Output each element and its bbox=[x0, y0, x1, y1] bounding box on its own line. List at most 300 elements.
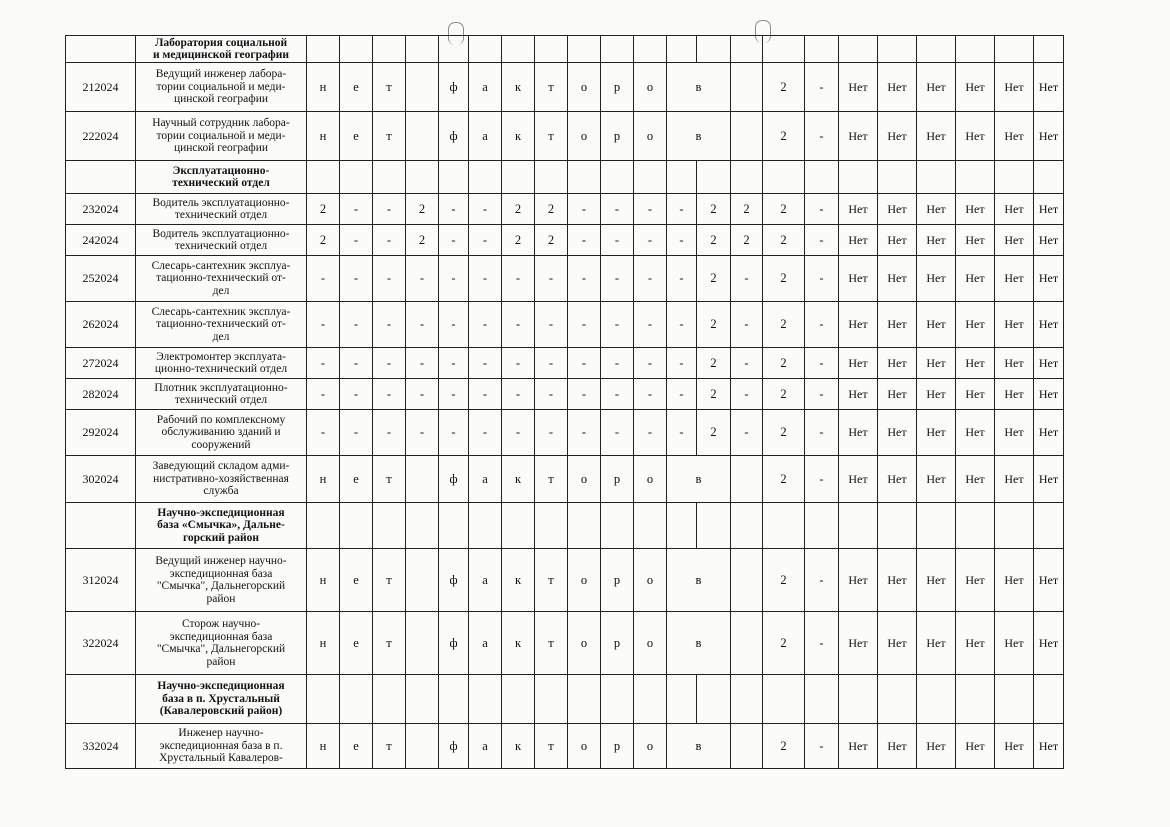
value-cell: Нет bbox=[917, 549, 956, 612]
value-cell: - bbox=[568, 256, 601, 302]
empty-cell bbox=[535, 675, 568, 724]
value-cell: Нет bbox=[917, 410, 956, 456]
value-cell: 2 bbox=[697, 256, 731, 302]
value-cell: Нет bbox=[995, 379, 1034, 410]
value-cell: 2 bbox=[697, 379, 731, 410]
value-cell: Нет bbox=[878, 348, 917, 379]
value-cell: р bbox=[601, 549, 634, 612]
value-cell: о bbox=[634, 456, 667, 503]
value-cell: - bbox=[439, 256, 469, 302]
value-cell: т bbox=[535, 724, 568, 769]
empty-cell bbox=[956, 675, 995, 724]
value-cell: - bbox=[805, 410, 839, 456]
section-row bbox=[66, 36, 1064, 63]
value-cell: - bbox=[307, 410, 340, 456]
value-cell: - bbox=[805, 549, 839, 612]
value-cell: - bbox=[340, 410, 373, 456]
empty-cell bbox=[601, 675, 634, 724]
table-row bbox=[66, 549, 1064, 612]
empty-cell bbox=[917, 36, 956, 63]
empty-cell bbox=[307, 675, 340, 724]
value-cell: т bbox=[373, 549, 406, 612]
value-cell: Нет bbox=[956, 256, 995, 302]
empty-cell bbox=[763, 36, 805, 63]
value-cell: р bbox=[601, 112, 634, 161]
value-cell: Нет bbox=[839, 225, 878, 256]
value-cell: Нет bbox=[839, 63, 878, 112]
empty-cell bbox=[839, 161, 878, 194]
value-cell: - bbox=[307, 348, 340, 379]
position-name-cell: Слесарь-сантехник эксплуа- тационно-технический от- дел bbox=[136, 302, 307, 348]
empty-cell bbox=[697, 161, 731, 194]
value-cell bbox=[406, 549, 439, 612]
empty-cell bbox=[1034, 36, 1064, 63]
value-cell: - bbox=[373, 410, 406, 456]
value-cell: 2 bbox=[406, 225, 439, 256]
empty-cell bbox=[307, 161, 340, 194]
position-name-cell: Плотник эксплуатационно- технический отдел bbox=[136, 379, 307, 410]
value-cell: к bbox=[502, 724, 535, 769]
empty-cell bbox=[535, 161, 568, 194]
value-cell: - bbox=[667, 348, 697, 379]
value-cell: - bbox=[535, 379, 568, 410]
row-code-cell bbox=[66, 161, 136, 194]
value-cell: т bbox=[373, 456, 406, 503]
empty-cell bbox=[956, 161, 995, 194]
value-cell: Нет bbox=[1034, 724, 1064, 769]
value-cell: - bbox=[340, 256, 373, 302]
value-cell: Нет bbox=[995, 612, 1034, 675]
value-cell: - bbox=[439, 348, 469, 379]
position-name-cell: Рабочий по комплексному обслуживанию зданий и сооружений bbox=[136, 410, 307, 456]
empty-cell bbox=[634, 161, 667, 194]
value-cell: Нет bbox=[956, 63, 995, 112]
value-cell: - bbox=[805, 379, 839, 410]
value-cell: - bbox=[502, 379, 535, 410]
value-cell bbox=[406, 112, 439, 161]
value-cell: Нет bbox=[1034, 456, 1064, 503]
value-cell: к bbox=[502, 456, 535, 503]
empty-cell bbox=[995, 503, 1034, 549]
empty-cell bbox=[995, 161, 1034, 194]
value-cell: 2 bbox=[307, 194, 340, 225]
value-cell: 2 bbox=[697, 410, 731, 456]
empty-cell bbox=[373, 503, 406, 549]
value-cell: 2 bbox=[763, 612, 805, 675]
value-cell: - bbox=[667, 225, 697, 256]
empty-cell bbox=[439, 161, 469, 194]
position-name-cell: Слесарь-сантехник эксплуа- тационно-технический от- дел bbox=[136, 256, 307, 302]
empty-cell bbox=[406, 503, 439, 549]
value-cell: н bbox=[307, 112, 340, 161]
empty-cell bbox=[667, 161, 697, 194]
value-cell: о bbox=[568, 724, 601, 769]
value-cell: 2 bbox=[697, 348, 731, 379]
value-cell: - bbox=[373, 302, 406, 348]
table-row bbox=[66, 379, 1064, 410]
value-cell bbox=[731, 63, 763, 112]
value-cell: - bbox=[805, 724, 839, 769]
value-cell: т bbox=[373, 724, 406, 769]
value-cell: - bbox=[731, 348, 763, 379]
value-cell: Нет bbox=[917, 256, 956, 302]
value-cell: а bbox=[469, 724, 502, 769]
table-row bbox=[66, 456, 1064, 503]
value-cell: - bbox=[469, 348, 502, 379]
row-code-cell bbox=[66, 675, 136, 724]
value-cell: Нет bbox=[878, 63, 917, 112]
position-name-cell: Ведущий инженер лабора- тории социальной и меди- цинской географии bbox=[136, 63, 307, 112]
value-cell: 2 bbox=[763, 302, 805, 348]
empty-cell bbox=[763, 161, 805, 194]
value-cell: - bbox=[307, 302, 340, 348]
value-cell: - bbox=[805, 456, 839, 503]
empty-cell bbox=[697, 503, 731, 549]
empty-cell bbox=[956, 36, 995, 63]
value-cell: - bbox=[439, 302, 469, 348]
value-cell: 2 bbox=[535, 194, 568, 225]
value-cell: т bbox=[535, 612, 568, 675]
value-cell: 2 bbox=[763, 225, 805, 256]
empty-cell bbox=[956, 503, 995, 549]
value-cell: - bbox=[568, 379, 601, 410]
value-cell: - bbox=[373, 225, 406, 256]
value-cell: Нет bbox=[917, 348, 956, 379]
value-cell: 2 bbox=[763, 549, 805, 612]
value-cell: Нет bbox=[878, 549, 917, 612]
value-cell: - bbox=[406, 256, 439, 302]
value-cell: о bbox=[568, 112, 601, 161]
value-cell: е bbox=[340, 549, 373, 612]
value-cell: - bbox=[373, 379, 406, 410]
row-code-cell: 222024 bbox=[66, 112, 136, 161]
row-code-cell: 292024 bbox=[66, 410, 136, 456]
value-cell: Нет bbox=[956, 112, 995, 161]
value-cell: - bbox=[469, 410, 502, 456]
table-row bbox=[66, 256, 1064, 302]
value-cell: н bbox=[307, 724, 340, 769]
value-cell: - bbox=[568, 194, 601, 225]
empty-cell bbox=[340, 675, 373, 724]
value-cell: Нет bbox=[995, 724, 1034, 769]
value-cell: - bbox=[502, 302, 535, 348]
empty-cell bbox=[839, 675, 878, 724]
value-cell: к bbox=[502, 612, 535, 675]
empty-cell bbox=[307, 36, 340, 63]
value-cell: - bbox=[568, 225, 601, 256]
value-cell: а bbox=[469, 456, 502, 503]
value-cell: - bbox=[667, 379, 697, 410]
value-cell: ф bbox=[439, 112, 469, 161]
empty-cell bbox=[731, 675, 763, 724]
value-cell: - bbox=[406, 379, 439, 410]
position-name-cell: Ведущий инженер научно- экспедиционная база "Смычка", Дальнегорский район bbox=[136, 549, 307, 612]
value-cell: - bbox=[502, 256, 535, 302]
empty-cell bbox=[307, 503, 340, 549]
empty-cell bbox=[340, 36, 373, 63]
value-cell: в bbox=[667, 724, 731, 769]
value-cell: о bbox=[634, 724, 667, 769]
value-cell: ф bbox=[439, 456, 469, 503]
value-cell: - bbox=[634, 379, 667, 410]
empty-cell bbox=[406, 161, 439, 194]
row-code-cell: 302024 bbox=[66, 456, 136, 503]
value-cell: - bbox=[568, 410, 601, 456]
value-cell: - bbox=[439, 225, 469, 256]
value-cell: Нет bbox=[917, 724, 956, 769]
value-cell: Нет bbox=[1034, 63, 1064, 112]
empty-cell bbox=[373, 36, 406, 63]
value-cell: - bbox=[667, 256, 697, 302]
row-code-cell: 272024 bbox=[66, 348, 136, 379]
value-cell: Нет bbox=[956, 348, 995, 379]
value-cell: 2 bbox=[697, 225, 731, 256]
position-name-cell: Водитель эксплуатационно- технический отдел bbox=[136, 194, 307, 225]
value-cell: - bbox=[667, 194, 697, 225]
value-cell: 2 bbox=[502, 225, 535, 256]
row-code-cell: 232024 bbox=[66, 194, 136, 225]
value-cell: - bbox=[439, 194, 469, 225]
table-row bbox=[66, 724, 1064, 769]
value-cell: а bbox=[469, 63, 502, 112]
value-cell: - bbox=[469, 256, 502, 302]
value-cell: - bbox=[340, 348, 373, 379]
value-cell: Нет bbox=[995, 549, 1034, 612]
value-cell: - bbox=[634, 348, 667, 379]
value-cell: - bbox=[373, 348, 406, 379]
value-cell: 2 bbox=[763, 456, 805, 503]
value-cell bbox=[406, 724, 439, 769]
value-cell: Нет bbox=[995, 348, 1034, 379]
value-cell: - bbox=[731, 256, 763, 302]
value-cell: Нет bbox=[956, 456, 995, 503]
value-cell: Нет bbox=[839, 379, 878, 410]
table-row bbox=[66, 112, 1064, 161]
row-code-cell: 252024 bbox=[66, 256, 136, 302]
value-cell: Нет bbox=[956, 549, 995, 612]
empty-cell bbox=[568, 675, 601, 724]
value-cell: - bbox=[805, 225, 839, 256]
empty-cell bbox=[878, 675, 917, 724]
row-code-cell bbox=[66, 36, 136, 63]
empty-cell bbox=[634, 503, 667, 549]
empty-cell bbox=[917, 503, 956, 549]
value-cell: р bbox=[601, 724, 634, 769]
value-cell: Нет bbox=[878, 256, 917, 302]
value-cell: - bbox=[535, 302, 568, 348]
value-cell: 2 bbox=[731, 194, 763, 225]
empty-cell bbox=[667, 675, 697, 724]
value-cell: в bbox=[667, 612, 731, 675]
value-cell: Нет bbox=[995, 225, 1034, 256]
value-cell: 2 bbox=[307, 225, 340, 256]
value-cell: в bbox=[667, 549, 731, 612]
empty-cell bbox=[731, 503, 763, 549]
value-cell: 2 bbox=[535, 225, 568, 256]
value-cell: Нет bbox=[878, 225, 917, 256]
value-cell: 2 bbox=[763, 724, 805, 769]
value-cell: 2 bbox=[763, 410, 805, 456]
empty-cell bbox=[568, 161, 601, 194]
value-cell: е bbox=[340, 612, 373, 675]
value-cell: Нет bbox=[878, 194, 917, 225]
table-row bbox=[66, 410, 1064, 456]
table-row bbox=[66, 63, 1064, 112]
value-cell: е bbox=[340, 63, 373, 112]
empty-cell bbox=[995, 675, 1034, 724]
value-cell: - bbox=[535, 256, 568, 302]
value-cell: - bbox=[406, 348, 439, 379]
value-cell: к bbox=[502, 549, 535, 612]
value-cell: - bbox=[568, 348, 601, 379]
value-cell bbox=[406, 456, 439, 503]
value-cell: 2 bbox=[763, 379, 805, 410]
value-cell: Нет bbox=[995, 456, 1034, 503]
value-cell: Нет bbox=[956, 724, 995, 769]
value-cell: - bbox=[601, 379, 634, 410]
value-cell: Нет bbox=[1034, 549, 1064, 612]
row-code-cell: 242024 bbox=[66, 225, 136, 256]
row-code-cell: 282024 bbox=[66, 379, 136, 410]
row-code-cell: 262024 bbox=[66, 302, 136, 348]
value-cell: Нет bbox=[878, 302, 917, 348]
value-cell: о bbox=[634, 63, 667, 112]
section-row bbox=[66, 161, 1064, 194]
position-name-cell: Водитель эксплуатационно- технический отдел bbox=[136, 225, 307, 256]
value-cell: Нет bbox=[956, 379, 995, 410]
value-cell: Нет bbox=[878, 456, 917, 503]
value-cell: о bbox=[568, 63, 601, 112]
value-cell: - bbox=[535, 410, 568, 456]
value-cell: - bbox=[373, 194, 406, 225]
value-cell: Нет bbox=[956, 410, 995, 456]
position-name-cell: Инженер научно- экспедиционная база в п. Хрустальный Кавалеров- bbox=[136, 724, 307, 769]
value-cell: о bbox=[634, 549, 667, 612]
value-cell: а bbox=[469, 549, 502, 612]
value-cell: 2 bbox=[763, 112, 805, 161]
value-cell: - bbox=[601, 194, 634, 225]
empty-cell bbox=[839, 36, 878, 63]
empty-cell bbox=[634, 675, 667, 724]
empty-cell bbox=[373, 675, 406, 724]
value-cell: - bbox=[634, 194, 667, 225]
value-cell: Нет bbox=[995, 112, 1034, 161]
value-cell: - bbox=[731, 410, 763, 456]
value-cell: - bbox=[307, 256, 340, 302]
value-cell bbox=[731, 724, 763, 769]
empty-cell bbox=[805, 36, 839, 63]
row-code-cell: 322024 bbox=[66, 612, 136, 675]
value-cell: - bbox=[373, 256, 406, 302]
value-cell: - bbox=[568, 302, 601, 348]
empty-cell bbox=[502, 36, 535, 63]
section-title: Научно-экспедиционная база в п. Хрустальный (Кавалеровский район) bbox=[136, 675, 307, 724]
value-cell: Нет bbox=[839, 194, 878, 225]
value-cell: а bbox=[469, 112, 502, 161]
value-cell: 2 bbox=[763, 256, 805, 302]
value-cell: - bbox=[805, 194, 839, 225]
value-cell: Нет bbox=[839, 348, 878, 379]
empty-cell bbox=[763, 675, 805, 724]
value-cell: Нет bbox=[917, 194, 956, 225]
value-cell: Нет bbox=[1034, 194, 1064, 225]
row-code-cell: 332024 bbox=[66, 724, 136, 769]
position-name-cell: Сторож научно- экспедиционная база "Смычка", Дальнегорский район bbox=[136, 612, 307, 675]
value-cell: Нет bbox=[995, 194, 1034, 225]
value-cell: Нет bbox=[839, 410, 878, 456]
value-cell: р bbox=[601, 456, 634, 503]
position-name-cell: Заведующий складом адми- нистративно-хозяйственная служба bbox=[136, 456, 307, 503]
value-cell: Нет bbox=[1034, 256, 1064, 302]
empty-cell bbox=[805, 675, 839, 724]
empty-cell bbox=[995, 36, 1034, 63]
empty-cell bbox=[917, 675, 956, 724]
value-cell: н bbox=[307, 456, 340, 503]
value-cell: Нет bbox=[1034, 348, 1064, 379]
value-cell: н bbox=[307, 549, 340, 612]
value-cell: Нет bbox=[839, 549, 878, 612]
empty-cell bbox=[763, 503, 805, 549]
table-row bbox=[66, 302, 1064, 348]
value-cell: - bbox=[406, 302, 439, 348]
empty-cell bbox=[340, 161, 373, 194]
empty-cell bbox=[568, 503, 601, 549]
value-cell: Нет bbox=[1034, 225, 1064, 256]
value-cell: о bbox=[634, 112, 667, 161]
section-title: Эксплуатационно- технический отдел bbox=[136, 161, 307, 194]
value-cell: Нет bbox=[878, 724, 917, 769]
empty-cell bbox=[406, 675, 439, 724]
empty-cell bbox=[469, 36, 502, 63]
value-cell: о bbox=[634, 612, 667, 675]
value-cell: - bbox=[805, 612, 839, 675]
value-cell: т bbox=[535, 112, 568, 161]
value-cell: о bbox=[568, 612, 601, 675]
value-cell: Нет bbox=[1034, 302, 1064, 348]
value-cell: Нет bbox=[995, 63, 1034, 112]
value-cell: Нет bbox=[917, 456, 956, 503]
value-cell: 2 bbox=[406, 194, 439, 225]
empty-cell bbox=[502, 503, 535, 549]
value-cell: Нет bbox=[917, 302, 956, 348]
empty-cell bbox=[439, 503, 469, 549]
empty-cell bbox=[697, 675, 731, 724]
value-cell: 2 bbox=[763, 348, 805, 379]
value-cell: - bbox=[731, 379, 763, 410]
empty-cell bbox=[439, 675, 469, 724]
value-cell: Нет bbox=[956, 225, 995, 256]
value-cell: Нет bbox=[839, 302, 878, 348]
value-cell: р bbox=[601, 612, 634, 675]
value-cell: к bbox=[502, 63, 535, 112]
row-code-cell: 312024 bbox=[66, 549, 136, 612]
value-cell: 2 bbox=[731, 225, 763, 256]
empty-cell bbox=[697, 36, 731, 63]
value-cell: н bbox=[307, 612, 340, 675]
value-cell: - bbox=[535, 348, 568, 379]
empty-cell bbox=[502, 161, 535, 194]
empty-cell bbox=[469, 675, 502, 724]
value-cell: - bbox=[805, 302, 839, 348]
value-cell: Нет bbox=[1034, 379, 1064, 410]
value-cell: Нет bbox=[878, 410, 917, 456]
section-row bbox=[66, 675, 1064, 724]
value-cell: т bbox=[535, 456, 568, 503]
value-cell: - bbox=[601, 348, 634, 379]
empty-cell bbox=[731, 36, 763, 63]
value-cell: 2 bbox=[697, 302, 731, 348]
value-cell: - bbox=[502, 410, 535, 456]
